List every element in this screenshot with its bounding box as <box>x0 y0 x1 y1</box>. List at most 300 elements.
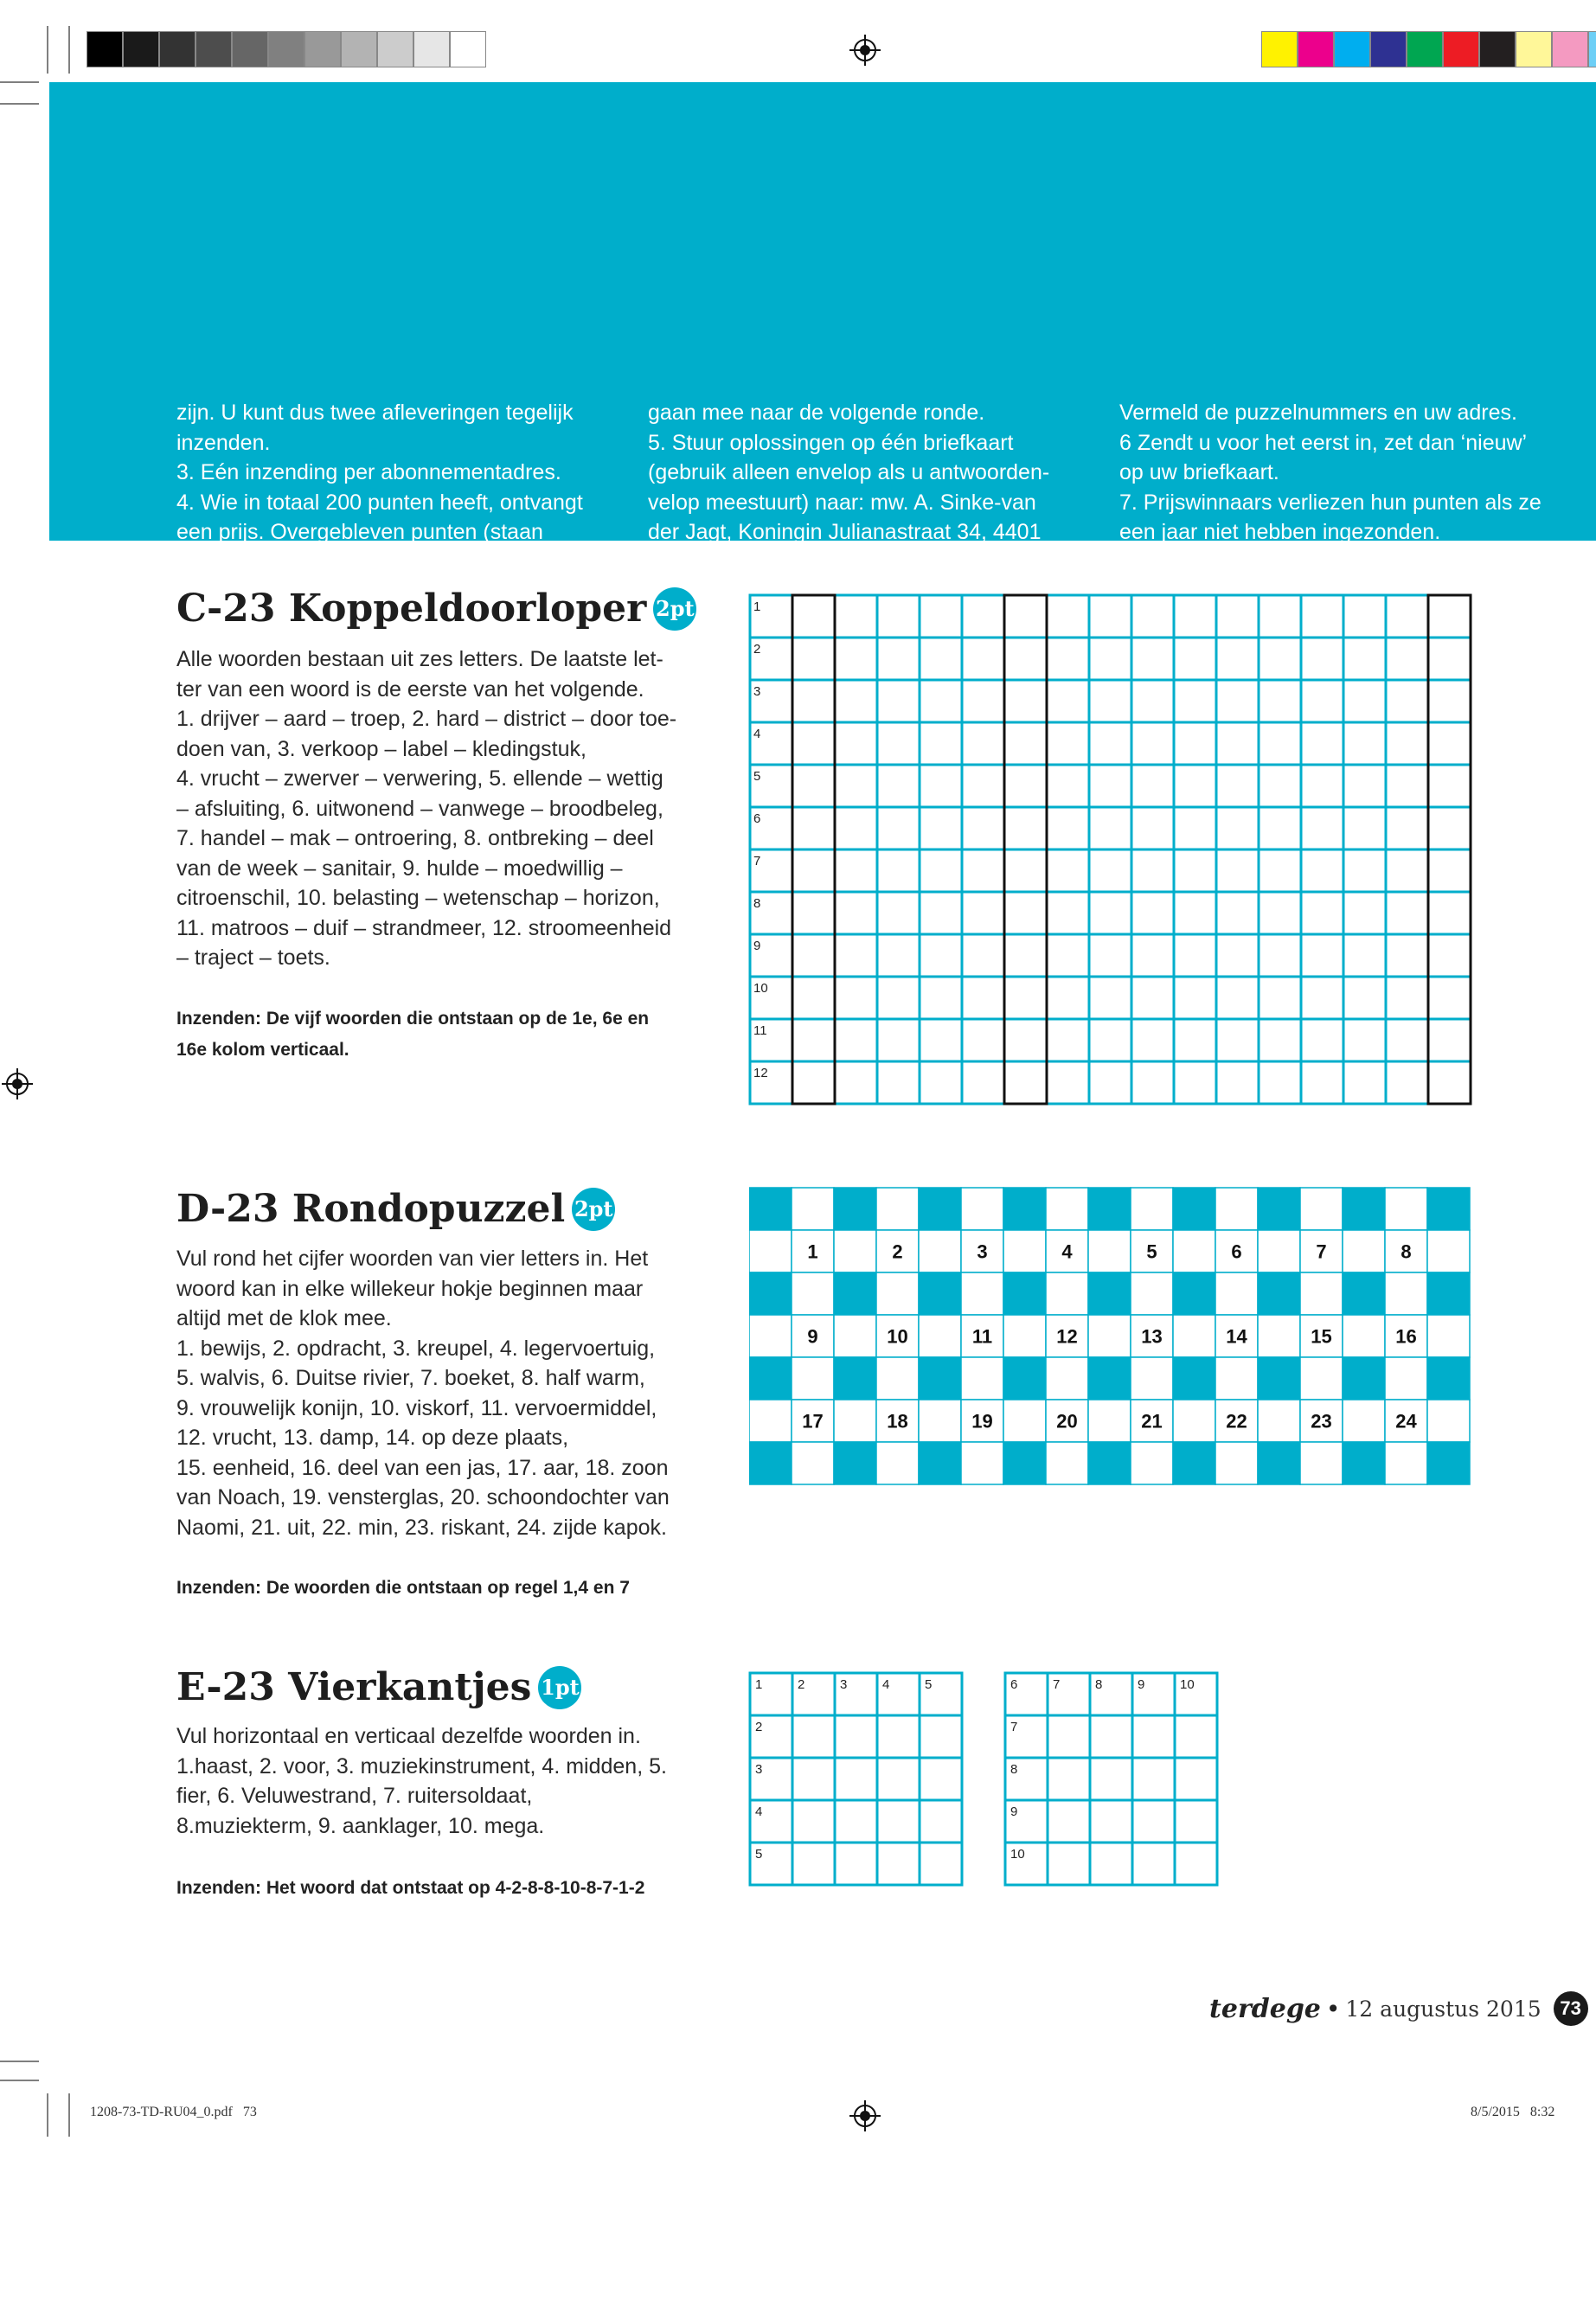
grid-cell[interactable] <box>1089 807 1131 849</box>
grid-cell[interactable] <box>962 680 1004 722</box>
grid-cell[interactable] <box>835 849 877 892</box>
grid-cell[interactable] <box>920 934 962 977</box>
grid-cell[interactable] <box>749 1230 792 1272</box>
grid-cell[interactable] <box>1428 892 1471 934</box>
grid-cell[interactable] <box>961 1357 1003 1400</box>
grid-cell[interactable] <box>792 849 835 892</box>
grid-cell[interactable] <box>1343 595 1386 638</box>
grid-cell[interactable] <box>1259 638 1301 680</box>
grid-cell[interactable] <box>877 934 920 977</box>
grid-cell[interactable] <box>1428 807 1471 849</box>
grid-cell[interactable] <box>962 595 1004 638</box>
grid-cell[interactable] <box>1386 892 1428 934</box>
grid-cell[interactable] <box>1174 849 1216 892</box>
grid-cell[interactable] <box>1004 892 1047 934</box>
grid-cell[interactable] <box>1428 934 1471 977</box>
grid-cell[interactable] <box>792 1758 835 1800</box>
grid-cell[interactable] <box>792 892 835 934</box>
grid-cell[interactable] <box>1004 977 1047 1019</box>
grid-cell[interactable] <box>834 1230 876 1272</box>
grid-cell[interactable] <box>792 680 835 722</box>
grid-cell[interactable] <box>792 1188 834 1230</box>
grid-cell[interactable] <box>1301 680 1343 722</box>
grid-cell[interactable] <box>962 892 1004 934</box>
grid-cell[interactable] <box>1089 1019 1131 1061</box>
grid-cell[interactable] <box>962 765 1004 807</box>
grid-cell[interactable] <box>1343 1019 1386 1061</box>
grid-cell[interactable] <box>920 1843 962 1885</box>
grid-cell[interactable] <box>1259 680 1301 722</box>
grid-cell[interactable] <box>1088 1230 1131 1272</box>
grid-cell[interactable] <box>1385 1442 1427 1484</box>
intro-line: een jaar niet hebben ingezonden. <box>1119 520 1441 544</box>
grid-cell[interactable] <box>1089 765 1131 807</box>
grid-cell[interactable] <box>1131 934 1174 977</box>
grid-cell[interactable] <box>1088 1315 1131 1357</box>
grid-cell[interactable] <box>962 807 1004 849</box>
grid-cell[interactable] <box>1004 934 1047 977</box>
grid-cell[interactable] <box>835 1019 877 1061</box>
grid-cell[interactable] <box>1174 638 1216 680</box>
grid-cell[interactable] <box>1048 1800 1090 1843</box>
grid-cell[interactable] <box>1132 1800 1175 1843</box>
grid-cell[interactable] <box>1343 892 1386 934</box>
grid-cell[interactable] <box>1428 680 1471 722</box>
grid-cell[interactable] <box>876 1272 919 1315</box>
grid-cell[interactable] <box>1174 934 1216 977</box>
grid-cell[interactable] <box>1259 1061 1301 1104</box>
grid-cell[interactable] <box>1004 722 1047 765</box>
grid-cell[interactable] <box>1089 934 1131 977</box>
grid-cell[interactable] <box>1003 1230 1046 1272</box>
grid-cell[interactable] <box>1258 1230 1300 1272</box>
grid-cell[interactable] <box>792 1442 834 1484</box>
grid-cell[interactable] <box>1004 807 1047 849</box>
grid-cell[interactable] <box>1301 977 1343 1019</box>
grid-cell[interactable] <box>1259 977 1301 1019</box>
grid-cell[interactable] <box>1004 1019 1047 1061</box>
grid-cell[interactable] <box>1132 1843 1175 1885</box>
grid-cell[interactable] <box>877 977 920 1019</box>
clue-number: 11 <box>971 1325 993 1348</box>
shaded-cell <box>1427 1188 1470 1230</box>
grid-cell[interactable] <box>1386 595 1428 638</box>
grid-cell[interactable] <box>1047 807 1089 849</box>
grid-cell[interactable] <box>1215 1272 1258 1315</box>
grid-cell[interactable] <box>1132 1715 1175 1758</box>
grid-cell[interactable] <box>1004 1061 1047 1104</box>
grid-cell[interactable] <box>792 977 835 1019</box>
grid-cell[interactable] <box>1301 849 1343 892</box>
grid-cell[interactable] <box>792 765 835 807</box>
grid-cell[interactable] <box>1047 849 1089 892</box>
grid-cell[interactable] <box>1386 977 1428 1019</box>
grid-cell[interactable] <box>1427 1315 1470 1357</box>
grid-cell[interactable] <box>1173 1315 1215 1357</box>
grid-cell[interactable] <box>1428 1061 1471 1104</box>
grid-cell[interactable] <box>834 1400 876 1442</box>
grid-cell[interactable] <box>877 1800 920 1843</box>
grid-cell[interactable] <box>1089 849 1131 892</box>
grid-cell[interactable] <box>1046 1188 1088 1230</box>
grid-cell[interactable] <box>920 807 962 849</box>
grid-cell[interactable] <box>1385 1357 1427 1400</box>
grid-cell[interactable] <box>835 1800 877 1843</box>
grid-cell[interactable] <box>1428 638 1471 680</box>
grid-cell[interactable] <box>1047 934 1089 977</box>
grid-cell[interactable] <box>1259 722 1301 765</box>
color-swatch <box>413 31 450 67</box>
grid-cell[interactable] <box>961 1188 1003 1230</box>
grid-cell[interactable] <box>1385 1272 1427 1315</box>
grid-cell[interactable] <box>919 1400 961 1442</box>
grid-cell[interactable] <box>1131 680 1174 722</box>
clue-number: 6 <box>1231 1240 1242 1263</box>
grid-cell[interactable] <box>1089 722 1131 765</box>
grid-cell[interactable] <box>920 680 962 722</box>
grid-cell[interactable] <box>1131 722 1174 765</box>
grid-cell[interactable] <box>1216 807 1259 849</box>
grid-cell[interactable] <box>1131 1019 1174 1061</box>
grid-cell[interactable] <box>1301 934 1343 977</box>
grid-cell[interactable] <box>1089 892 1131 934</box>
grid-cell[interactable] <box>961 1442 1003 1484</box>
grid-cell[interactable] <box>792 638 835 680</box>
shaded-cell <box>1003 1442 1046 1484</box>
grid-cell[interactable] <box>1259 765 1301 807</box>
grid-cell[interactable] <box>1090 1843 1132 1885</box>
grid-cell[interactable] <box>1215 1357 1258 1400</box>
shaded-cell <box>749 1272 792 1315</box>
grid-cell[interactable] <box>962 1061 1004 1104</box>
grid-cell[interactable] <box>1428 722 1471 765</box>
grid-cell[interactable] <box>1216 977 1259 1019</box>
grid-cell[interactable] <box>1047 892 1089 934</box>
grid-cell[interactable] <box>1343 1315 1385 1357</box>
grid-cell[interactable] <box>1174 807 1216 849</box>
grid-cell[interactable] <box>876 1442 919 1484</box>
grid-cell[interactable] <box>1386 934 1428 977</box>
grid-cell[interactable] <box>877 1715 920 1758</box>
grid-cell[interactable] <box>1259 595 1301 638</box>
grid-cell[interactable] <box>1301 1061 1343 1104</box>
grid-cell[interactable] <box>1343 680 1386 722</box>
grid-cell[interactable] <box>1343 977 1386 1019</box>
grid-cell[interactable] <box>1131 595 1174 638</box>
grid-cell[interactable] <box>1427 1400 1470 1442</box>
grid-cell[interactable] <box>962 849 1004 892</box>
grid-cell[interactable] <box>920 595 962 638</box>
grid-cell[interactable] <box>792 1357 834 1400</box>
grid-cell[interactable] <box>1428 765 1471 807</box>
grid-cell[interactable] <box>835 1758 877 1800</box>
grid-cell[interactable] <box>920 638 962 680</box>
grid-cell[interactable] <box>1259 849 1301 892</box>
grid-cell[interactable] <box>919 1230 961 1272</box>
grid-cell[interactable] <box>877 1843 920 1885</box>
grid-cell[interactable] <box>835 807 877 849</box>
grid-cell[interactable] <box>1216 765 1259 807</box>
grid-cell[interactable] <box>792 1715 835 1758</box>
row-number: 7 <box>753 854 761 868</box>
grid-cell[interactable] <box>920 722 962 765</box>
text-line: Vul horizontaal en verticaal dezelfde woorden in. <box>176 1724 641 1748</box>
grid-cell[interactable] <box>1428 977 1471 1019</box>
grid-cell[interactable] <box>1089 638 1131 680</box>
grid-cell[interactable] <box>1301 765 1343 807</box>
clue-number: 20 <box>1056 1410 1078 1433</box>
grid-cell[interactable] <box>1386 1019 1428 1061</box>
grid-cell[interactable] <box>877 765 920 807</box>
grid-cell[interactable] <box>1216 680 1259 722</box>
grid-cell[interactable] <box>835 1715 877 1758</box>
grid-cell[interactable] <box>1386 849 1428 892</box>
grid-cell[interactable] <box>877 807 920 849</box>
grid-cell[interactable] <box>1174 892 1216 934</box>
grid-cell[interactable] <box>1216 1061 1259 1104</box>
grid-cell[interactable] <box>1047 595 1089 638</box>
grid-cell[interactable] <box>1131 892 1174 934</box>
grid-cell[interactable] <box>1047 977 1089 1019</box>
grid-cell[interactable] <box>1427 1230 1470 1272</box>
grid-cell[interactable] <box>877 680 920 722</box>
grid-cell[interactable] <box>1216 1019 1259 1061</box>
grid-cell[interactable] <box>1090 1800 1132 1843</box>
grid-cell[interactable] <box>877 892 920 934</box>
grid-cell[interactable] <box>962 638 1004 680</box>
grid-cell[interactable] <box>1004 765 1047 807</box>
grid-cell[interactable] <box>1301 722 1343 765</box>
grid-cell[interactable] <box>876 1357 919 1400</box>
grid-cell[interactable] <box>1173 1230 1215 1272</box>
grid-cell[interactable] <box>1343 807 1386 849</box>
grid-cell[interactable] <box>920 849 962 892</box>
grid-cell[interactable] <box>1174 680 1216 722</box>
grid-cell[interactable] <box>920 765 962 807</box>
grid-cell[interactable] <box>877 1019 920 1061</box>
grid-cell[interactable] <box>1047 1019 1089 1061</box>
grid-cell[interactable] <box>1004 849 1047 892</box>
grid-cell[interactable] <box>920 1019 962 1061</box>
grid-cell[interactable] <box>792 934 835 977</box>
grid-cell[interactable] <box>877 849 920 892</box>
grid-cell[interactable] <box>1216 934 1259 977</box>
grid-cell[interactable] <box>1428 595 1471 638</box>
grid-cell[interactable] <box>1385 1188 1427 1230</box>
grid-cell[interactable] <box>1047 765 1089 807</box>
grid-cell[interactable] <box>1301 638 1343 680</box>
grid-cell[interactable] <box>1089 595 1131 638</box>
shaded-cell <box>1173 1357 1215 1400</box>
grid-cell[interactable] <box>1173 1400 1215 1442</box>
grid-cell[interactable] <box>1048 1715 1090 1758</box>
grid-cell[interactable] <box>1175 1715 1217 1758</box>
grid-cell[interactable] <box>792 1061 835 1104</box>
grid-cell[interactable] <box>1047 638 1089 680</box>
grid-cell[interactable] <box>877 1061 920 1104</box>
intro-line: 3. Eén inzending per abonnementadres. <box>176 460 561 484</box>
grid-cell[interactable] <box>1046 1272 1088 1315</box>
grid-cell[interactable] <box>1090 1715 1132 1758</box>
grid-cell[interactable] <box>1174 1061 1216 1104</box>
grid-cell[interactable] <box>834 1315 876 1357</box>
grid-cell[interactable] <box>749 1315 792 1357</box>
grid-cell[interactable] <box>835 680 877 722</box>
grid-cell[interactable] <box>1259 807 1301 849</box>
grid-cell[interactable] <box>1048 1758 1090 1800</box>
grid-cell[interactable] <box>962 934 1004 977</box>
grid-cell[interactable] <box>920 1061 962 1104</box>
grid-cell[interactable] <box>876 1188 919 1230</box>
grid-cell[interactable] <box>1131 977 1174 1019</box>
grid-cell[interactable] <box>1258 1315 1300 1357</box>
grid-cell[interactable] <box>1386 807 1428 849</box>
clue-number: 2 <box>798 1677 805 1692</box>
grid-cell[interactable] <box>1131 1061 1174 1104</box>
grid-cell[interactable] <box>1386 680 1428 722</box>
grid-cell[interactable] <box>1174 977 1216 1019</box>
grid-cell[interactable] <box>1343 638 1386 680</box>
grid-cell[interactable] <box>1343 722 1386 765</box>
grid-cell[interactable] <box>1343 1400 1385 1442</box>
grid-cell[interactable] <box>1216 892 1259 934</box>
grid-cell[interactable] <box>1089 977 1131 1019</box>
grid-cell[interactable] <box>1047 680 1089 722</box>
grid-cell[interactable] <box>877 722 920 765</box>
grid-cell[interactable] <box>877 1758 920 1800</box>
grid-cell[interactable] <box>1343 765 1386 807</box>
grid-cell[interactable] <box>1386 722 1428 765</box>
grid-cell[interactable] <box>877 638 920 680</box>
grid-cell[interactable] <box>1343 1230 1385 1272</box>
grid-cell[interactable] <box>835 892 877 934</box>
grid-cell[interactable] <box>962 977 1004 1019</box>
grid-cell[interactable] <box>1259 934 1301 977</box>
grid-cell[interactable] <box>1258 1400 1300 1442</box>
grid-cell[interactable] <box>792 595 835 638</box>
grid-cell[interactable] <box>1428 1019 1471 1061</box>
grid-cell[interactable] <box>1301 807 1343 849</box>
grid-cell[interactable] <box>962 1019 1004 1061</box>
clue-number: 5 <box>755 1847 763 1862</box>
grid-cell[interactable] <box>792 1800 835 1843</box>
grid-cell[interactable] <box>1088 1400 1131 1442</box>
grid-cell[interactable] <box>1003 1400 1046 1442</box>
shaded-cell <box>1258 1188 1300 1230</box>
grid-cell[interactable] <box>1300 1442 1343 1484</box>
grid-cell[interactable] <box>1300 1188 1343 1230</box>
grid-cell[interactable] <box>1047 722 1089 765</box>
grid-cell[interactable] <box>1259 892 1301 934</box>
grid-cell[interactable] <box>835 1843 877 1885</box>
grid-cell[interactable] <box>1216 595 1259 638</box>
grid-cell[interactable] <box>835 765 877 807</box>
grid-cell[interactable] <box>792 807 835 849</box>
grid-cell[interactable] <box>919 1315 961 1357</box>
grid-cell[interactable] <box>1216 849 1259 892</box>
grid-cell[interactable] <box>877 595 920 638</box>
grid-cell[interactable] <box>1090 1758 1132 1800</box>
intro-line: vermeld achter de naam van de winnaar) <box>176 549 570 574</box>
grid-cell[interactable] <box>1386 765 1428 807</box>
grid-cell[interactable] <box>1175 1843 1217 1885</box>
grid-cell[interactable] <box>1174 722 1216 765</box>
grid-cell[interactable] <box>1046 1357 1088 1400</box>
grid-cell[interactable] <box>1301 1019 1343 1061</box>
grid-cell[interactable] <box>1048 1843 1090 1885</box>
grid-cell[interactable] <box>1428 849 1471 892</box>
intro-line: gaan mee naar de volgende ronde. <box>648 401 985 425</box>
grid-cell[interactable] <box>1004 595 1047 638</box>
grid-cell[interactable] <box>1132 1758 1175 1800</box>
grid-cell[interactable] <box>1215 1188 1258 1230</box>
grid-cell[interactable] <box>1131 638 1174 680</box>
grid-cell[interactable] <box>1046 1442 1088 1484</box>
grid-cell[interactable] <box>835 1061 877 1104</box>
grid-cell[interactable] <box>1175 1800 1217 1843</box>
grid-cell[interactable] <box>962 722 1004 765</box>
grid-cell[interactable] <box>1343 849 1386 892</box>
grid-cell[interactable] <box>1131 1188 1173 1230</box>
grid-cell[interactable] <box>1174 765 1216 807</box>
grid-cell[interactable] <box>1343 934 1386 977</box>
grid-cell[interactable] <box>835 722 877 765</box>
grid-cell[interactable] <box>920 1758 962 1800</box>
grid-cell[interactable] <box>1175 1758 1217 1800</box>
grid-cell[interactable] <box>792 1019 835 1061</box>
grid-cell[interactable] <box>835 595 877 638</box>
grid-cell[interactable] <box>792 722 835 765</box>
grid-cell[interactable] <box>1131 807 1174 849</box>
grid-cell[interactable] <box>1215 1442 1258 1484</box>
grid-cell[interactable] <box>835 934 877 977</box>
grid-cell[interactable] <box>1131 765 1174 807</box>
grid-cell[interactable] <box>1131 1442 1173 1484</box>
grid-cell[interactable] <box>1301 595 1343 638</box>
grid-cell[interactable] <box>1004 638 1047 680</box>
grid-cell[interactable] <box>749 1400 792 1442</box>
grid-cell[interactable] <box>1089 680 1131 722</box>
grid-cell[interactable] <box>920 977 962 1019</box>
grid-cell[interactable] <box>1300 1272 1343 1315</box>
grid-cell[interactable] <box>1047 1061 1089 1104</box>
grid-cell[interactable] <box>1386 638 1428 680</box>
grid-cell[interactable] <box>1216 638 1259 680</box>
grid-cell[interactable] <box>1004 680 1047 722</box>
grid-cell[interactable] <box>792 1272 834 1315</box>
grid-cell[interactable] <box>1131 849 1174 892</box>
grid-cell[interactable] <box>1131 1357 1173 1400</box>
grid-cell[interactable] <box>1003 1315 1046 1357</box>
grid-cell[interactable] <box>920 892 962 934</box>
grid-cell[interactable] <box>835 977 877 1019</box>
grid-cell[interactable] <box>1174 1019 1216 1061</box>
grid-cell[interactable] <box>961 1272 1003 1315</box>
grid-cell[interactable] <box>1259 1019 1301 1061</box>
grid-cell[interactable] <box>920 1715 962 1758</box>
grid-cell[interactable] <box>1216 722 1259 765</box>
grid-cell[interactable] <box>1131 1272 1173 1315</box>
grid-cell[interactable] <box>835 638 877 680</box>
grid-cell[interactable] <box>1089 1061 1131 1104</box>
grid-cell[interactable] <box>792 1843 835 1885</box>
grid-cell[interactable] <box>920 1800 962 1843</box>
grid-cell[interactable] <box>1174 595 1216 638</box>
grid-cell[interactable] <box>1343 1061 1386 1104</box>
grid-cell[interactable] <box>1301 892 1343 934</box>
grid-cell[interactable] <box>1386 1061 1428 1104</box>
grid-cell[interactable] <box>1300 1357 1343 1400</box>
